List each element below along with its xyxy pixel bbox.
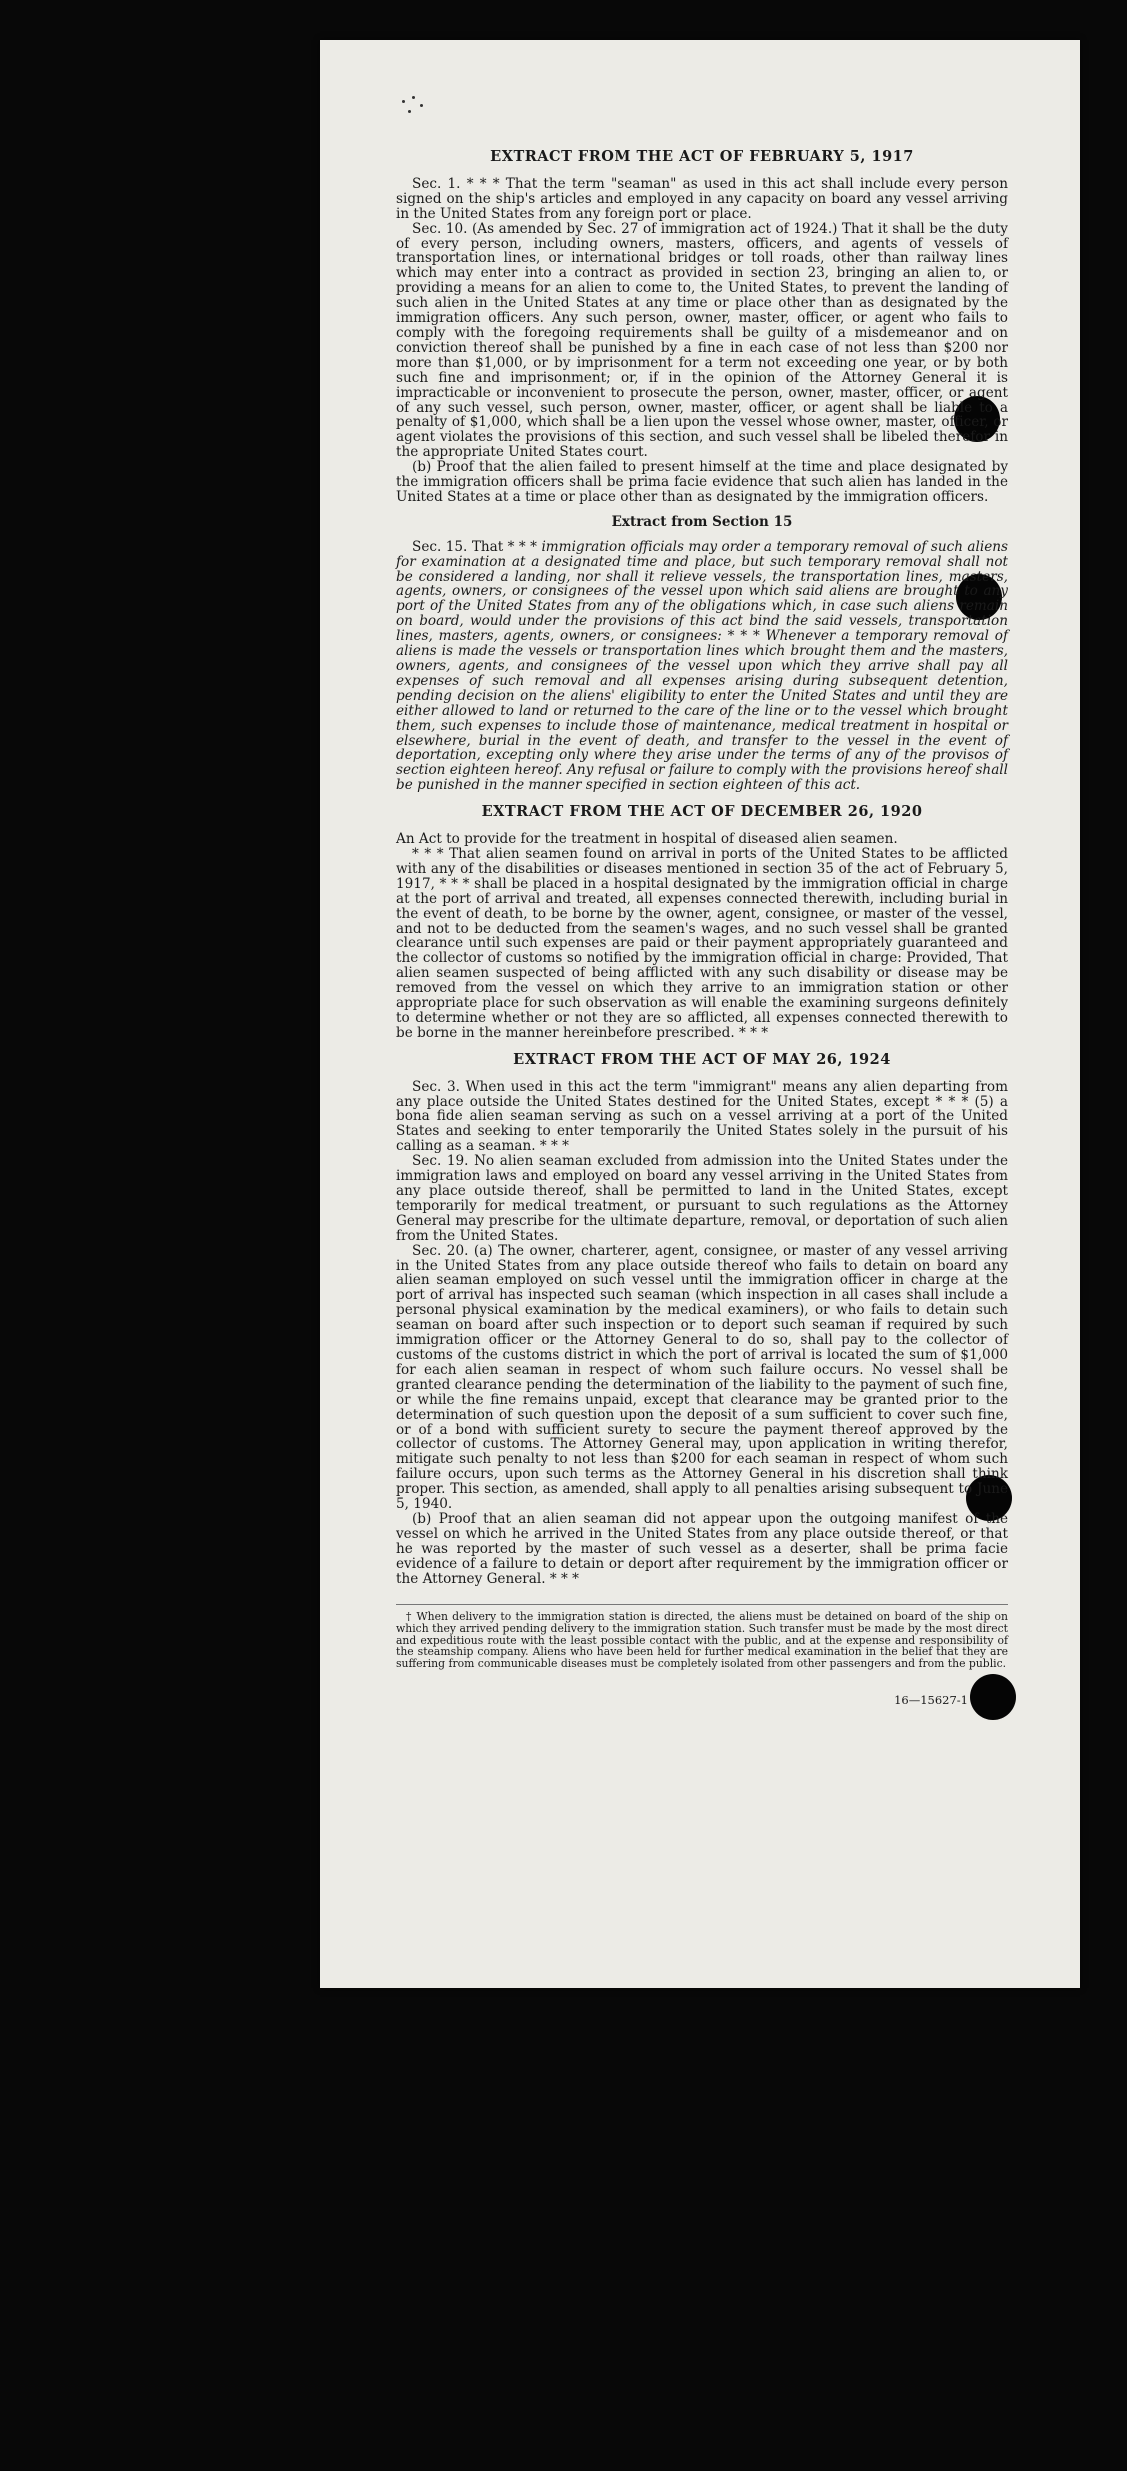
document-body xyxy=(396,150,1008,1708)
section-19-paragraph: Sec. 19. No alien seaman excluded from admission into the United States under the immigration laws and employed on board any vessel arriving in the United States from any place outside thereof, shall be permitted to land in the United States, except temporarily for medical treatment, or pursuant to such regulations as the Attorney General may prescribe for the ultimate departure, removal, or deportation of such alien from the United States. xyxy=(396,1153,1008,1244)
section-15-paragraph xyxy=(396,540,1008,793)
act-1924-heading: EXTRACT FROM THE ACT OF MAY 26, 1924 xyxy=(513,1050,891,1068)
section-15-heading: Extract from Section 15 xyxy=(611,513,793,530)
act-1920-paragraph: * * * That alien seamen found on arrival in ports of the United States to be afflicted with any of the disabilities or diseases mentioned in section 35 of the act of February 5, 1917, * * * shall be placed in a hospital designated by the immigration official in charge at the port of arrival and treated, all expenses connected therewith, including burial in the event of death, to be borne by the owner, agent, consignee, or master of the vessel, and not to be deducted from the seamen's wages, and no such vessel shall be granted clearance until such expenses are paid or their payment appropriately guaranteed and the collector of customs so notified by the immigration official in charge: Provided, That alien seamen suspected of being afflicted with any such disability or disease may be removed from the vessel on which they arrive to an immigration station or other appropriate place for such observation as will enable the examining surgeons definitely to determine whether or not they are so afflicted, all expenses connected therewith to be borne in the manner hereinbefore prescribed. * * * xyxy=(396,845,1008,1041)
section-15-text: immigration officials may order a temporary removal of such aliens for examination at a designated time and place, but such temporary removal shall not be considered a landing, nor shall it relieve vessels, the transportation lines, masters, agents, owners, or consignees of the vessel upon which said aliens are brought to any port of the United States from any of the obligations which, in case such aliens remain on board, would under the provisions of this act bind the said vessels, transportation lines, masters, agents, owners, or consignees: * * * Whenever a temporary removal of aliens is made the vessels or transportation lines which brought them and the masters, owners, agents, and consignees of the vessel upon which they arrive shall pay all expenses of such removal and all expenses arising during subsequent detention, pending decision on the aliens' eligibility to enter the United States and until they are either allowed to land or returned to the care of the line or to the vessel which brought them, such expenses to include those of maintenance, medical treatment in hospital or elsewhere, burial in the event of death, and transfer to the vessel in the event of deportation, excepting only where they arise under the terms of any of the provisos of section eighteen hereof. Any refusal or failure to comply with the provisions hereof shall be punished in the manner specified in section eighteen of this act. xyxy=(396,538,1009,794)
section-15-lead: Sec. 15. That * * * xyxy=(412,538,537,555)
act-1917-heading: EXTRACT FROM THE ACT OF FEBRUARY 5, 1917 xyxy=(490,148,914,165)
document-page xyxy=(320,40,1080,1988)
section-20a-paragraph: Sec. 20. (a) The owner, charterer, agent, consignee, or master of any vessel arriving in the United States from any place outside thereof who fails to detain on board any alien seaman employed on such vessel until the immigration officer in charge at the port of arrival has inspected such seaman (which inspection in all cases shall include a personal physical examination by the medical examiners), or who fails to detain such seaman on board after such inspection or to deport such seaman if required by such immigration officer or the Attorney General to do so, shall pay to the collector of customs of the customs district in which the port of arrival is located the sum of $1,000 for each alien seaman in respect of whom such failure occurs. No vessel shall be granted clearance pending the determination of the liability to the payment of such fine, or while the fine remains unpaid, except that clearance may be granted prior to the determination of such question upon the deposit of a sum sufficient to cover such fine, or of a bond with sufficient surety to secure the payment thereof approved by the collector of customs. The Attorney General may, upon application in writing therefor, mitigate such penalty to not less than $200 for each seaman in respect of whom such failure occurs, upon such terms as the Attorney General in his discretion shall think proper. This section, as amended, shall apply to all penalties arising subsequent to June 5, 1940. xyxy=(396,1242,1008,1513)
section-10b-paragraph: (b) Proof that the alien failed to present himself at the time and place designated by the immigration officers shall be prima facie evidence that such alien has landed in the United States at a time or place other than as designated by the immigration officers. xyxy=(396,459,1008,505)
form-number: 16—15627-1 xyxy=(894,1693,968,1708)
section-20b-paragraph: (b) Proof that an alien seaman did not appear upon the outgoing manifest of the vessel on which he arrived in the United States from any place outside thereof, or that he was reported by the master of such vessel as a deserter, shall be prima facie evidence of a failure to detain or deport after requirement by the immigration officer or the Attorney General. * * * xyxy=(396,1510,1008,1587)
act-1920-title: An Act to provide for the treatment in hospital of diseased alien seamen. xyxy=(396,831,898,848)
footnote: † When delivery to the immigration station is directed, the aliens must be detained on board of the ship on which they arrived pending delivery to the immigration station. Such transfer must be made by the most direct and expeditious route with the least possible contact with the public, and at the expense and responsibility of the steamship company. Aliens who have been held for further medical examination in the belief that they are suffering from communicable diseases must be completely isolated from other passengers and from the public. xyxy=(396,1604,1008,1669)
act-1920-heading: EXTRACT FROM THE ACT OF DECEMBER 26, 1920 xyxy=(481,803,923,821)
section-10-paragraph: Sec. 10. (As amended by Sec. 27 of immigration act of 1924.) That it shall be the duty of every person, including owners, masters, officers, and agents of vessels of transportation lines, or international bridges or toll roads, other than railway lines which may enter into a contract as provided in section 23, bringing an alien to, or providing a means for an alien to come to, the United States, to prevent the landing of such alien in the United States at any time or place other than as designated by the immigration officers. Any such person, owner, master, officer, or agent who fails to comply with the foregoing requirements shall be guilty of a misdemeanor and on conviction thereof shall be punished by a fine in each case of not less than $200 nor more than $1,000, or by imprisonment for a term not exceeding one year, or by both such fine and imprisonment; or, if in the opinion of the Attorney General it is impracticable or inconvenient to prosecute the person, owner, master, officer, or agent of any such vessel, such person, owner, master, officer, or agent shall be liable to a penalty of $1,000, which shall be a lien upon the vessel whose owner, master, officer, or agent violates the provisions of this section, and such vessel shall be libeled therefor in the appropriate United States court. xyxy=(396,220,1008,461)
section-3-paragraph: Sec. 3. When used in this act the term "immigrant" means any alien departing from any place outside the United States destined for the United States, except * * * (5) a bona fide alien seaman serving as such on a vessel arriving at a port of the United States and seeking to enter temporarily the United States solely in the pursuit of his calling as a seaman. * * * xyxy=(396,1078,1008,1155)
section-1-paragraph: Sec. 1. * * * That the term "seaman" as used in this act shall include every person signed on the ship's articles and employed in any capacity on board any vessel arriving in the United States from any foreign port or place. xyxy=(396,175,1008,222)
